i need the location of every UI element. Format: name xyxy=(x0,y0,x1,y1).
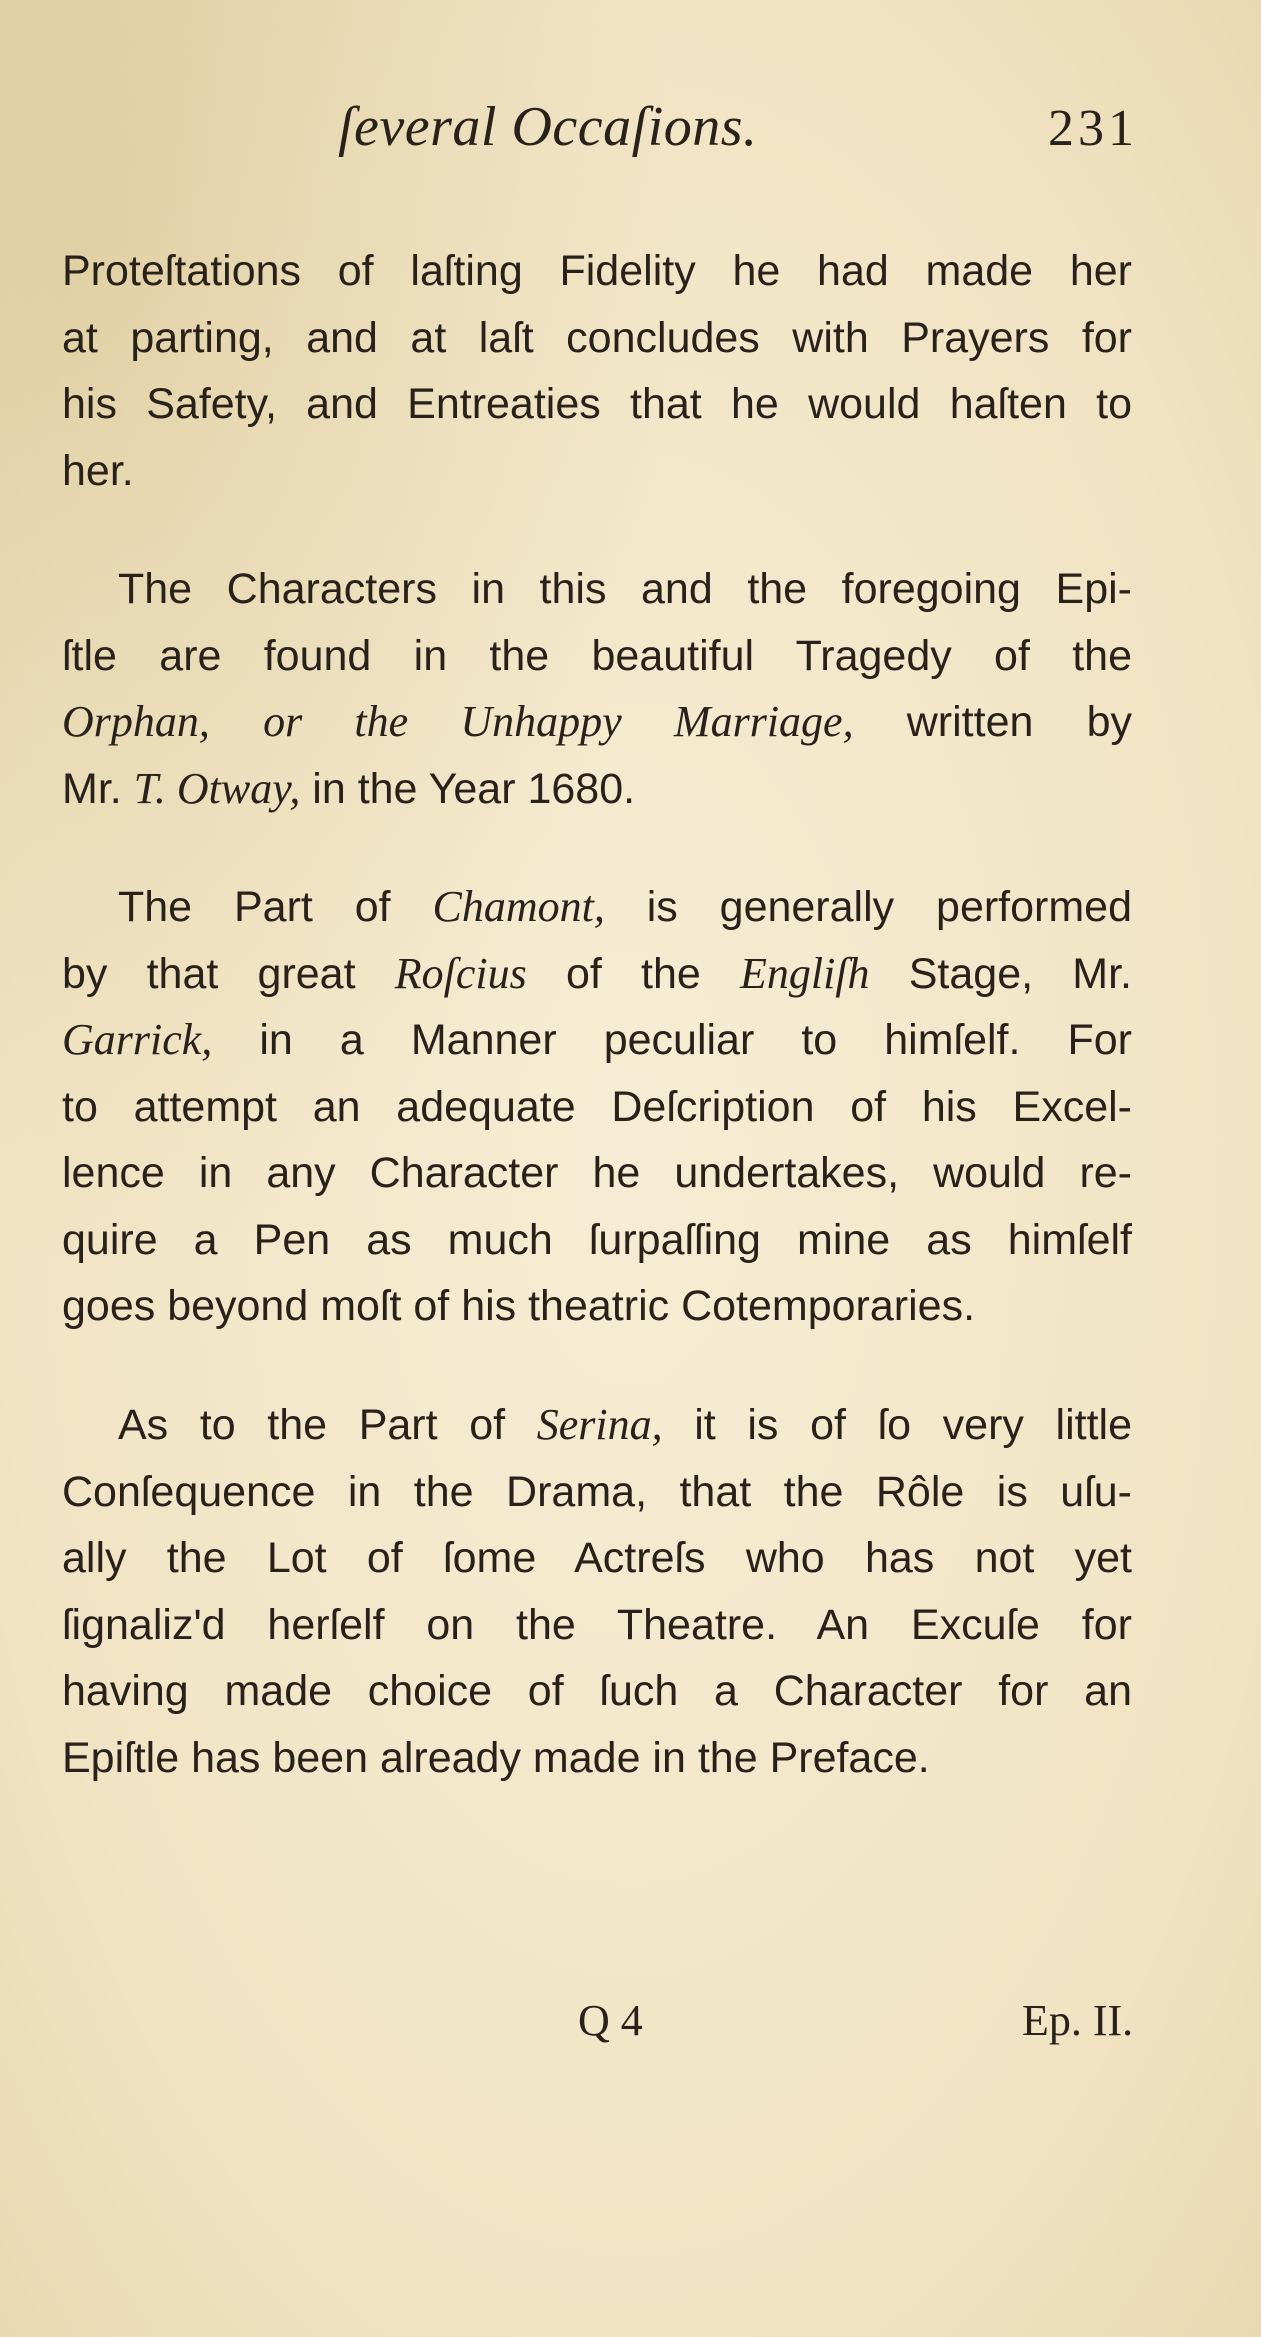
text-run: Mr. xyxy=(62,764,122,813)
catchword: Ep. II. xyxy=(1022,1996,1134,2045)
text-run: The Part of xyxy=(118,883,391,931)
text-run: As to the Part of xyxy=(118,1401,506,1449)
text-line xyxy=(62,689,1132,756)
text-line: ſignaliz'd herſelf on the Theatre. An Excuſe for xyxy=(62,1600,1132,1649)
text-run: in the Year 1680. xyxy=(312,764,636,813)
text-line: ally the Lot of ſome Actreſs who has not yet xyxy=(62,1534,1132,1582)
text-line: quire a Pen as much ſurpaſſing mine as himſelf xyxy=(62,1215,1132,1264)
text-line: Conſequence in the Drama, that the Rôle is uſu- xyxy=(62,1467,1132,1516)
text-line xyxy=(62,874,1132,941)
italic-name: Garrick, xyxy=(62,1015,213,1064)
text-line: at parting, and at laſt concludes with Prayers for xyxy=(62,313,1132,362)
text-run: Stage, Mr. xyxy=(908,949,1132,998)
text-line: having made choice of ſuch a Character for an xyxy=(62,1667,1132,1715)
text-line: to attempt an adequate Deſcription of his Excel- xyxy=(62,1082,1132,1131)
text-line xyxy=(62,1392,1132,1459)
text-line: lence in any Character he undertakes, would re- xyxy=(62,1149,1132,1197)
text-run: by that great xyxy=(62,949,356,998)
page-footer xyxy=(0,1995,1261,2065)
text-line: Epiſtle has been already made in the Preface. xyxy=(62,1733,930,1782)
text-run: it is of ſo very little xyxy=(694,1401,1132,1449)
text-line xyxy=(62,756,1132,823)
text-line: his Safety, and Entreaties that he would haſten to xyxy=(62,380,1132,428)
paragraph-2 xyxy=(62,556,1132,822)
text-run: The Characters in this and the foregoing Epi- xyxy=(118,565,1132,613)
text-run: written by xyxy=(906,698,1132,746)
running-head-title: ſeveral Occaſions. xyxy=(338,96,758,158)
running-head xyxy=(0,95,1261,175)
italic-name: T. Otway, xyxy=(133,763,301,813)
italic-title: Orphan, xyxy=(62,697,210,746)
text-line: ſtle are found in the beautiful Tragedy of the xyxy=(62,631,1132,680)
text-run: of the xyxy=(565,949,701,998)
signature-mark: Q 4 xyxy=(578,1996,643,2045)
paragraph-4 xyxy=(62,1392,1132,1791)
text-line: her. xyxy=(62,446,134,495)
text-line xyxy=(62,941,1132,1008)
italic-name: Serina, xyxy=(536,1400,663,1449)
paragraph-1 xyxy=(62,238,1132,504)
italic-title: or the Unhappy Marriage, xyxy=(263,697,854,746)
paragraph-3 xyxy=(62,874,1132,1340)
page-number: 231 xyxy=(1048,100,1138,157)
text-line: Proteſtations of laſting Fidelity he had made her xyxy=(62,247,1132,295)
italic-name: Roſcius xyxy=(394,948,527,998)
text-line xyxy=(62,556,1132,623)
italic-name: Engliſh xyxy=(739,948,870,998)
text-run: in a Manner peculiar to himſelf. For xyxy=(259,1016,1132,1064)
text-line: goes beyond moſt of his theatric Cotemporaries. xyxy=(62,1282,976,1330)
text-line xyxy=(62,1007,1132,1074)
italic-name: Chamont, xyxy=(432,882,605,931)
text-run: is generally performed xyxy=(646,883,1133,931)
